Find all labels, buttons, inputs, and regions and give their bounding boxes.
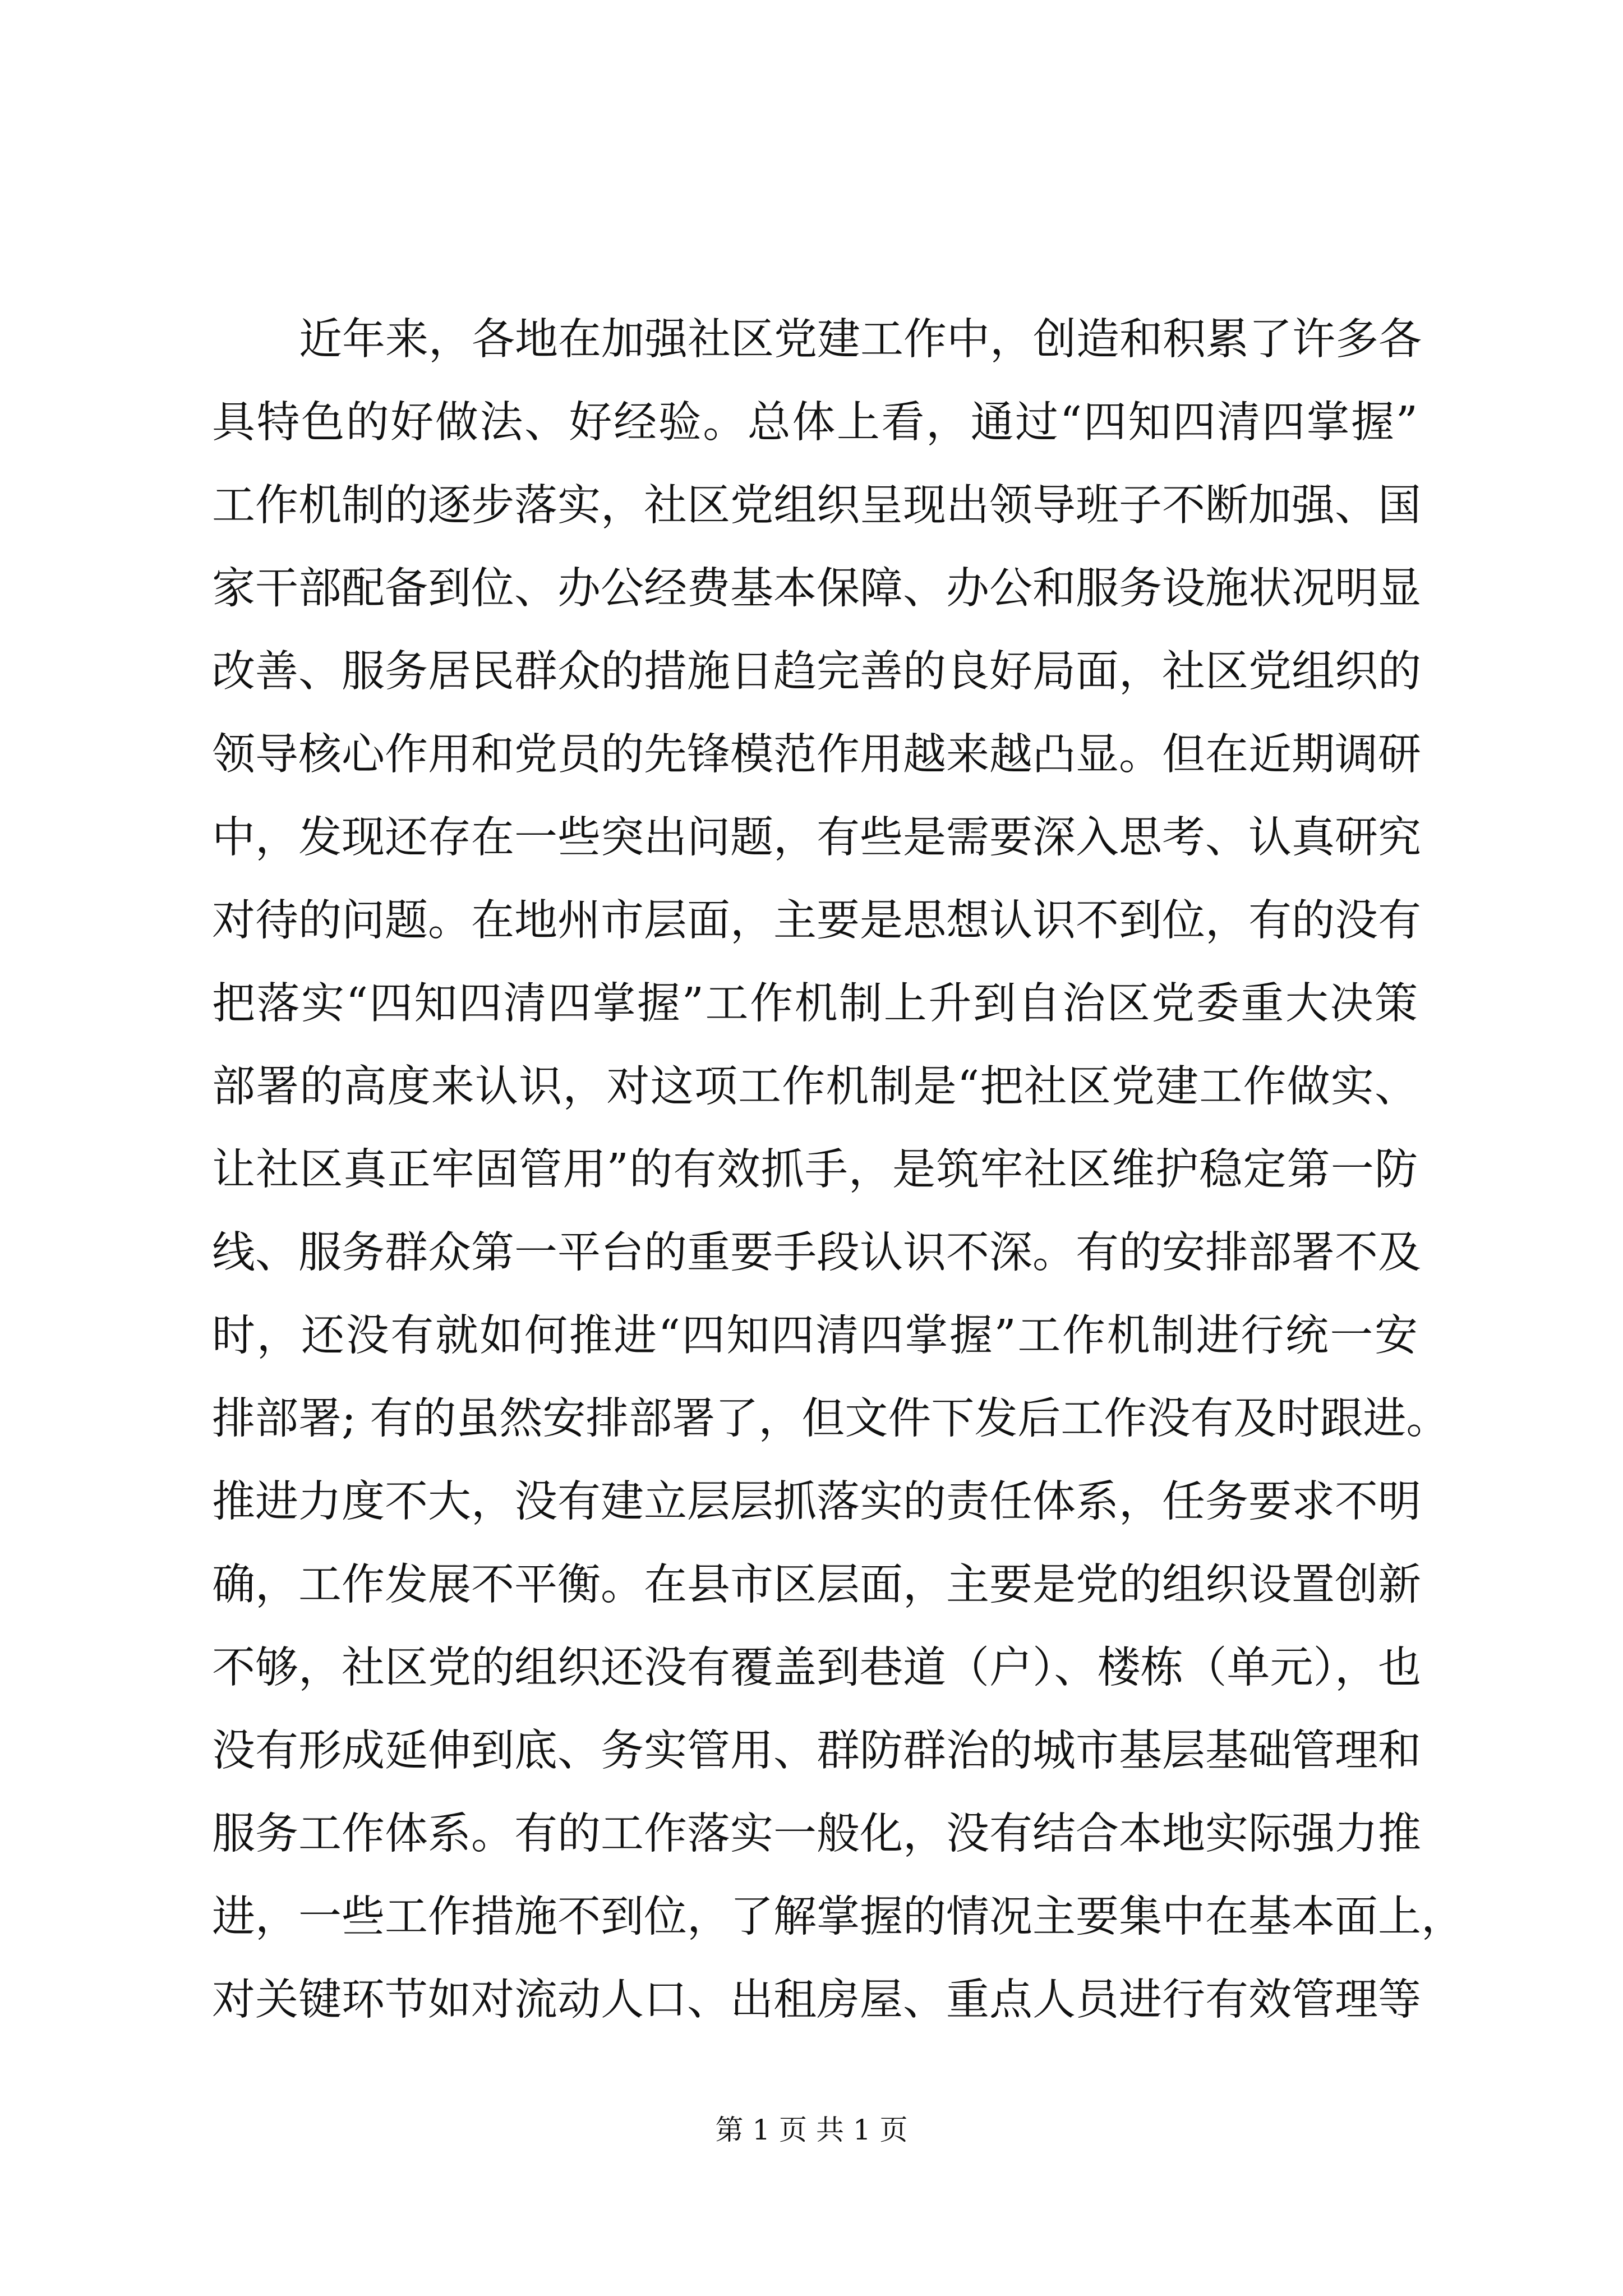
text-line: 把落实“四知四清四掌握”工作机制上升到自治区党委重大决策: [212, 979, 1418, 1029]
text-line: 工作机制的逐步落实，社区党组织呈现出领导班子不断加强、国: [212, 481, 1421, 531]
text-line: 让社区真正牢固管用”的有效抓手，是筑牢社区维护稳定第一防: [212, 1145, 1418, 1195]
text-line: 线、服务群众第一平台的重要手段认识不深。有的安排部署不及: [212, 1228, 1421, 1278]
text-line: 领导核心作用和党员的先锋模范作用越来越凸显。但在近期调研: [212, 730, 1421, 780]
text-line: 部署的高度来认识，对这项工作机制是“把社区党建工作做实、: [212, 1062, 1418, 1112]
text-line: 不够，社区党的组织还没有覆盖到巷道（户）、楼栋（单元），也: [212, 1643, 1421, 1693]
text-line: 没有形成延伸到底、务实管用、群防群治的城市基层基础管理和: [212, 1726, 1421, 1776]
text-line: 推进力度不大，没有建立层层抓落实的责任体系，任务要求不明: [212, 1477, 1421, 1527]
text-line: 对关键环节如对流动人口、出租房屋、重点人员进行有效管理等: [212, 1975, 1421, 2025]
text-line: 改善、服务居民群众的措施日趋完善的良好局面，社区党组织的: [212, 647, 1421, 697]
text-line: 进，一些工作措施不到位，了解掌握的情况主要集中在基本面上，: [212, 1892, 1464, 1942]
text-line: 近年来，各地在加强社区党建工作中，创造和积累了许多各: [299, 315, 1422, 365]
text-line: 具特色的好做法、好经验。总体上看，通过“四知四清四掌握”: [212, 398, 1418, 448]
body-paragraph: [212, 298, 1464, 2042]
text-line: 服务工作体系。有的工作落实一般化，没有结合本地实际强力推: [212, 1809, 1421, 1859]
text-line: 家干部配备到位、办公经费基本保障、办公和服务设施状况明显: [212, 564, 1421, 614]
text-line: 对待的问题。在地州市层面，主要是思想认识不到位，有的没有: [212, 896, 1421, 946]
text-line: 确，工作发展不平衡。在县市区层面，主要是党的组织设置创新: [212, 1560, 1421, 1610]
text-line: 排部署; 有的虽然安排部署了，但文件下发后工作没有及时跟进。: [212, 1394, 1450, 1444]
text-line: 时，还没有就如何推进“四知四清四掌握”工作机制进行统一安: [212, 1311, 1418, 1361]
page-footer: 第 1 页 共 1 页: [715, 2114, 908, 2146]
text-line: 中，发现还存在一些突出问题，有些是需要深入思考、认真研究: [212, 813, 1421, 863]
